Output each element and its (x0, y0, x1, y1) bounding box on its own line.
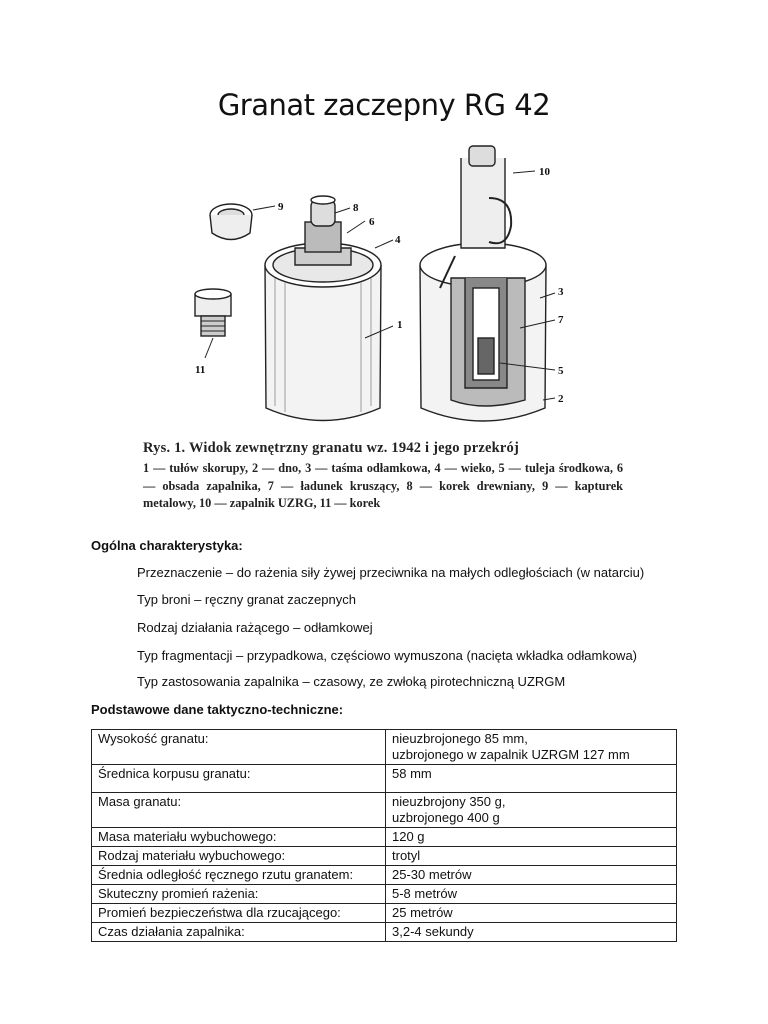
table-cell-value: 58 mm (386, 765, 677, 793)
label-1: 1 (397, 319, 403, 331)
table-cell-value: 25-30 metrów (386, 866, 677, 885)
label-2: 2 (558, 393, 564, 405)
table-row (92, 730, 677, 765)
table-row (92, 765, 677, 793)
table-cell-label: Masa granatu: (92, 793, 386, 828)
table-cell-value: trotyl (386, 847, 677, 866)
caption-body: 1 — tułów skorupy, 2 — dno, 3 — taśma odłamkowa, 4 — wieko, 5 — tuleja środkowa, 6 — obsada zapalnika, 7 — ładunek kruszący, 8 — korek drewniany, 9 — kapturek metalowy, 10 — zapalnik UZRG, 11 — korek (143, 461, 623, 510)
table-cell-label: Rodzaj materiału wybuchowego: (92, 847, 386, 866)
table-row (92, 885, 677, 904)
label-3: 3 (558, 286, 564, 298)
table-cell-value: 25 metrów (386, 904, 677, 923)
grenade-exterior (265, 196, 381, 421)
general-item: Typ zastosowania zapalnika – czasowy, ze zwłoką pirotechniczną UZRGM (137, 674, 566, 689)
general-item: Typ broni – ręczny granat zaczepnych (137, 592, 356, 607)
table-cell-value (386, 793, 677, 828)
general-heading: Ogólna charakterystyka: (91, 538, 243, 553)
cork-part (195, 289, 231, 336)
table-cell-label: Czas działania zapalnika: (92, 923, 386, 942)
table-row (92, 904, 677, 923)
table-cell-label: Średnia odległość ręcznego rzutu granatem: (92, 866, 386, 885)
table-cell-value: 3,2-4 sekundy (386, 923, 677, 942)
table-row (92, 923, 677, 942)
value-line: nieuzbrojonego 85 mm, (392, 731, 528, 746)
table-row (92, 866, 677, 885)
table-cell-label: Promień bezpieczeństwa dla rzucającego: (92, 904, 386, 923)
tactical-data-table (91, 729, 677, 942)
table-cell-label: Średnica korpusu granatu: (92, 765, 386, 793)
value-line: uzbrojonego w zapalnik UZRGM 127 mm (392, 747, 630, 762)
label-4: 4 (395, 234, 401, 246)
label-5: 5 (558, 365, 564, 377)
table-cell-label: Skuteczny promień rażenia: (92, 885, 386, 904)
general-item: Przeznaczenie – do rażenia siły żywej przeciwnika na małych odległościach (w natarciu) (137, 565, 645, 580)
table-cell-value: 120 g (386, 828, 677, 847)
table-cell-value (386, 730, 677, 765)
grenade-diagram (135, 138, 630, 438)
table-row (92, 793, 677, 828)
label-8: 8 (353, 202, 359, 214)
label-11: 11 (195, 364, 206, 376)
page-title: Granat zaczepny RG 42 (217, 88, 551, 122)
general-item: Rodzaj działania rażącego – odłamkowej (137, 620, 373, 635)
label-6: 6 (369, 216, 375, 228)
table-cell-value: 5-8 metrów (386, 885, 677, 904)
figure-caption (143, 440, 623, 513)
label-10: 10 (539, 166, 550, 178)
caption-heading: Rys. 1. Widok zewnętrzny granatu wz. 1942 i jego przekrój (143, 440, 520, 456)
table-cell-label: Masa materiału wybuchowego: (92, 828, 386, 847)
value-line: uzbrojonego 400 g (392, 810, 500, 825)
table-cell-label: Wysokość granatu: (92, 730, 386, 765)
label-7: 7 (558, 314, 564, 326)
general-item: Typ fragmentacji – przypadkowa, częściowo wymuszona (nacięta wkładka odłamkowa) (137, 648, 637, 663)
label-9: 9 (278, 201, 284, 213)
tactical-heading: Podstawowe dane taktyczno-techniczne: (91, 702, 344, 717)
table-row (92, 828, 677, 847)
metal-cap-part (210, 204, 252, 240)
value-line: nieuzbrojony 350 g, (392, 794, 506, 809)
table-row (92, 847, 677, 866)
grenade-cutaway (420, 146, 546, 421)
